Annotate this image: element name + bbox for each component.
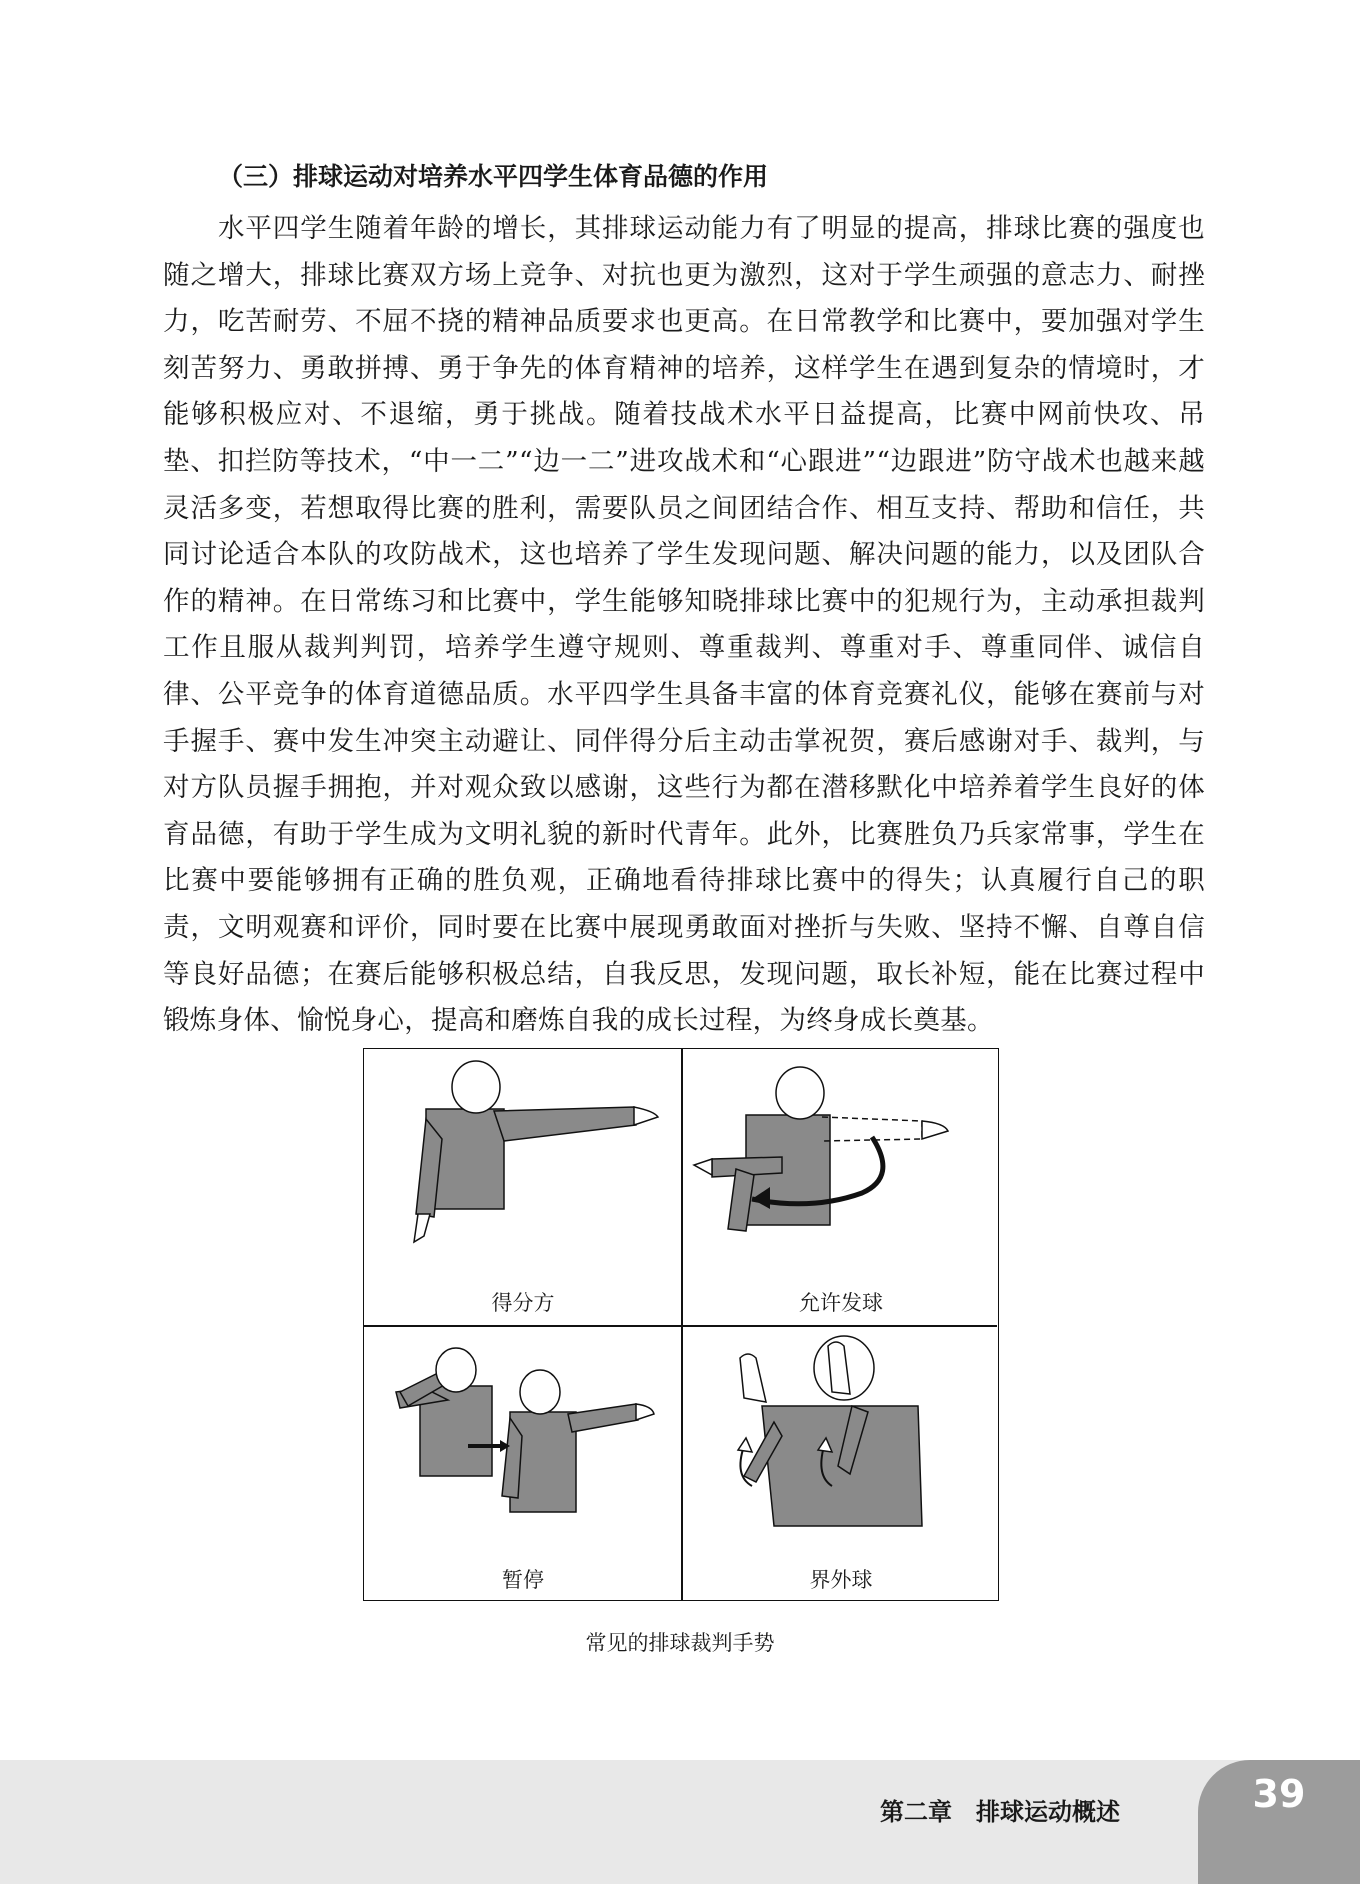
- gesture-label: 得分方: [491, 1291, 555, 1315]
- gesture-label: 暂停: [502, 1568, 544, 1592]
- chapter-title: 第二章 排球运动概述: [880, 1798, 1120, 1826]
- time-out-gesture-icon: [364, 1326, 682, 1566]
- point-awarded-gesture-icon: [364, 1049, 682, 1289]
- gesture-cell-serve: [682, 1049, 1000, 1325]
- gesture-label: 允许发球: [799, 1291, 883, 1315]
- gesture-label: 界外球: [809, 1568, 873, 1592]
- figure-divider-horizontal: [364, 1325, 997, 1327]
- authorize-serve-gesture-icon: [682, 1049, 1000, 1289]
- gesture-cell-timeout: [364, 1326, 682, 1602]
- page-number: 39: [1252, 1772, 1306, 1816]
- figure-caption: 常见的排球裁判手势: [585, 1631, 775, 1655]
- body-paragraph: 水平四学生随着年龄的增长，其排球运动能力有了明显的提高，排球比赛的强度也随之增大，排球比赛双方场上竞争、对抗也更为激烈，这对于学生顽强的意志力、耐挫力，吃苦耐劳、不屈不挠的精神品质要求也更高。在日常教学和比赛中，要加强对学生刻苦努力、勇敢拼搏、勇于争先的体育精神的培养，这样学生在遇到复杂的情境时，才能够积极应对、不退缩，勇于挑战。随着技战术水平日益提高，比赛中网前快攻、吊垫、扣拦防等技术，“中一二”“边一二”进攻战术和“心跟进”“边跟进”防守战术也越来越灵活多变，若想取得比赛的胜利，需要队员之间团结合作、相互支持、帮助和信任，共同讨论适合本队的攻防战术，这也培养了学生发现问题、解决问题的能力，以及团队合作的精神。在日常练习和比赛中，学生能够知晓排球比赛中的犯规行为，主动承担裁判工作且服从裁判判罚，培养学生遵守规则、尊重裁判、尊重对手、尊重同伴、诚信自律、公平竞争的体育道德品质。水平四学生具备丰富的体育竞赛礼仪，能够在赛前与对手握手、赛中发生冲突主动避让、同伴得分后主动击掌祝贺，赛后感谢对手、裁判，与对方队员握手拥抱，并对观众致以感谢，这些行为都在潜移默化中培养着学生良好的体育品德，有助于学生成为文明礼貌的新时代青年。此外，比赛胜负乃兵家常事，学生在比赛中要能够拥有正确的胜负观，正确地看待排球比赛中的得失；认真履行自己的职责，文明观赛和评价，同时要在比赛中展现勇敢面对挫折与失败、坚持不懈、自尊自信等良好品德；在赛后能够积极总结，自我反思，发现问题，取长补短，能在比赛过程中锻炼身体、愉悦身心，提高和磨炼自我的成长过程，为终身成长奠基。: [163, 213, 1205, 1037]
- section-heading: （三）排球运动对培养水平四学生体育品德的作用: [218, 162, 769, 191]
- referee-gestures-figure: [363, 1048, 999, 1601]
- page-footer: [0, 1760, 1360, 1884]
- gesture-cell-point: [364, 1049, 682, 1325]
- ball-out-gesture-icon: [682, 1326, 1000, 1566]
- gesture-cell-out: [682, 1326, 1000, 1602]
